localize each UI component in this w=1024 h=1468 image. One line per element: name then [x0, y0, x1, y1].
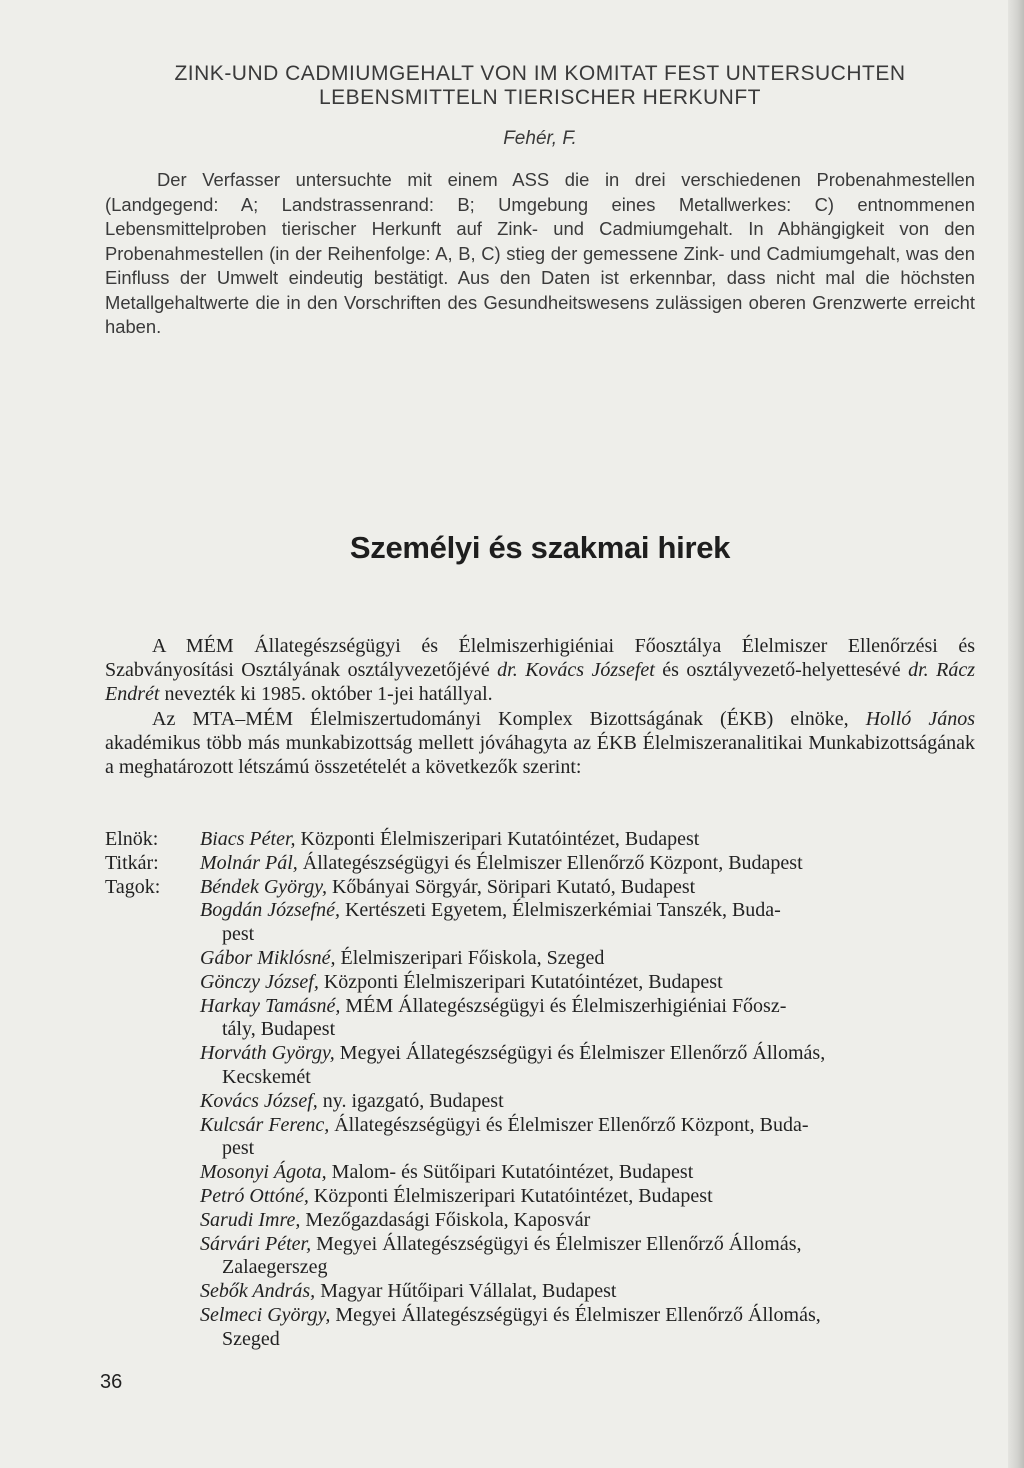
member-name: Petró Ottóné,: [200, 1184, 309, 1207]
page-edge-shadow: [1008, 0, 1024, 1468]
committee-entry: [105, 1090, 975, 1114]
role-label: Titkár:: [105, 851, 159, 874]
news-text: akadémikus több más munkabizottság mellett jóváhagyta az ÉKB Élelmiszeranalitikai Munkabizottságának a meghatározott létszámú összetételét a következők szerint:: [105, 731, 975, 779]
member-affiliation: Kőbányai Sörgyár, Söripari Kutató, Budapest: [326, 875, 696, 898]
news-text: nevezték ki 1985. október 1-jei hatállyal.: [159, 683, 493, 706]
member-affiliation: Magyar Hűtőipari Vállalat, Budapest: [315, 1280, 617, 1303]
committee-entry: [105, 899, 975, 947]
title-abbrev: dr.: [497, 659, 518, 682]
news-paragraph: [105, 707, 975, 780]
member-affiliation: Megyei Állategészségügyi és Élelmiszer Ellenőrző Állomás,: [311, 1232, 802, 1255]
committee-entry: [105, 1161, 975, 1185]
member-name: Selmeci György,: [200, 1303, 331, 1326]
committee-entry: [105, 1209, 975, 1233]
news-text: és osztályvezető-helyettesévé: [654, 659, 909, 682]
committee-list: [105, 828, 975, 1352]
member-affiliation: Malom- és Sütőipari Kutatóintézet, Budapest: [326, 1161, 694, 1184]
member-affiliation: Központi Élelmiszeripari Kutatóintézet, Budapest: [308, 1184, 713, 1207]
news-paragraph: [105, 634, 975, 707]
member-name: Gábor Miklósné,: [200, 946, 336, 969]
member-affiliation: Központi Élelmiszeripari Kutatóintézet, Budapest: [295, 828, 700, 850]
member-affiliation: Állategészségügyi és Élelmiszer Ellenőrző Központ, Budapest: [297, 851, 803, 874]
abstract-title: [100, 62, 980, 110]
member-name: Horváth György,: [200, 1042, 335, 1065]
member-name: Biacs Péter,: [200, 828, 296, 850]
affiliation-continuation: pest: [222, 923, 255, 946]
member-name: Sebők András,: [200, 1280, 316, 1303]
committee-entry: [105, 852, 975, 876]
person-name: Rácz Endrét: [105, 659, 976, 706]
person-name: Holló János: [865, 707, 976, 730]
affiliation-continuation: Kecskemét: [222, 1065, 311, 1088]
news-body: [105, 634, 975, 779]
affiliation-continuation: tály, Budapest: [222, 1018, 336, 1041]
affiliation-continuation: Zalaegerszeg: [222, 1256, 328, 1279]
abstract-author: Fehér, F.: [503, 128, 577, 149]
news-text: A MÉM Állategészségügyi és Élelmiszerhigiéniai Főosztálya Élelmiszer Ellenőrzési és Szabványosítási Osztályának osztályvezetőjévé: [105, 635, 975, 682]
member-affiliation: ny. igazgató, Budapest: [317, 1089, 504, 1112]
member-affiliation: Kertészeti Egyetem, Élelmiszerkémiai Tanszék, Buda-: [339, 899, 781, 922]
abstract-title-line: LEBENSMITTELN TIERISCHER HERKUNFT: [318, 86, 761, 109]
member-name: Béndek György,: [200, 875, 327, 898]
role-label: Tagok:: [105, 875, 161, 898]
member-affiliation: Megyei Állategészségügyi és Élelmiszer Ellenőrző Állomás,: [334, 1042, 826, 1065]
page-number: 36: [100, 1371, 123, 1393]
member-name: Sarudi Imre,: [200, 1208, 301, 1231]
affiliation-continuation: Szeged: [222, 1327, 280, 1350]
committee-entry: [105, 1280, 975, 1304]
committee-entry: [105, 995, 975, 1043]
abstract-body: Der Verfasser untersuchte mit einem ASS die in drei verschiedenen Probenahmestellen (Landgegend: A; Landstrassenrand: B; Umgebung eines Metallwerkes: C) entnommenen Lebensmittelproben tierischer Herkunft auf Zink- und Cadmiumgehalt. In Abhängigkeit von den Probenahmestellen (in der Reihenfolge: A, B, C) stieg der gemessene Zink- und Cadmiumgehalt, was den Einfluss der Umwelt eindeutig bestätigt. Aus den Daten ist erkennbar, dass nicht mal die höchsten Metallgehaltwerte die in den Vorschriften des Gesundheitswesens zulässigen oberen Grenzwerte erreicht haben.: [105, 169, 975, 337]
member-affiliation: Állategészségügyi és Élelmiszer Ellenőrző Központ, Buda-: [329, 1113, 809, 1136]
member-affiliation: Központi Élelmiszeripari Kutatóintézet, Budapest: [318, 970, 723, 993]
member-name: Gönczy József,: [200, 970, 319, 993]
member-affiliation: Mezőgazdasági Főiskola, Kaposvár: [300, 1208, 591, 1231]
abstract-title-line: ZINK-UND CADMIUMGEHALT VON IM KOMITAT FEST UNTERSUCHTEN: [174, 62, 906, 85]
member-name: Harkay Tamásné,: [200, 994, 341, 1017]
member-name: Bogdán Józsefné,: [200, 899, 340, 922]
title-abbrev: dr.: [908, 659, 929, 682]
member-name: Mosonyi Ágota,: [200, 1161, 327, 1184]
member-affiliation: Megyei Állategészségügyi és Élelmiszer Ellenőrző Állomás,: [330, 1303, 821, 1326]
committee-entry: [105, 1185, 975, 1209]
committee-entry: [105, 828, 975, 852]
committee-entry: [105, 1114, 975, 1162]
section-heading: Személyi és szakmai hirek: [349, 530, 731, 565]
member-name: Sárvári Péter,: [200, 1232, 312, 1255]
member-name: Kovács József,: [200, 1089, 318, 1112]
committee-entry: [105, 971, 975, 995]
news-text: Az MTA–MÉM Élelmiszertudományi Komplex Bizottságának (ÉKB) elnöke,: [152, 707, 866, 730]
member-name: Kulcsár Ferenc,: [200, 1113, 330, 1136]
member-name: Molnár Pál,: [200, 851, 298, 874]
member-affiliation: MÉM Állategészségügyi és Élelmiszerhigiéniai Főosz-: [340, 994, 787, 1017]
committee-entry: [105, 1233, 975, 1281]
committee-entry: [105, 1042, 975, 1090]
committee-entry: [105, 1304, 975, 1352]
person-name: Kovács Józsefet: [525, 659, 655, 682]
member-affiliation: Élelmiszeripari Főiskola, Szeged: [335, 946, 605, 969]
committee-entry: [105, 947, 975, 971]
role-label: Elnök:: [105, 828, 159, 850]
affiliation-continuation: pest: [222, 1137, 255, 1160]
committee-entry: [105, 876, 975, 900]
